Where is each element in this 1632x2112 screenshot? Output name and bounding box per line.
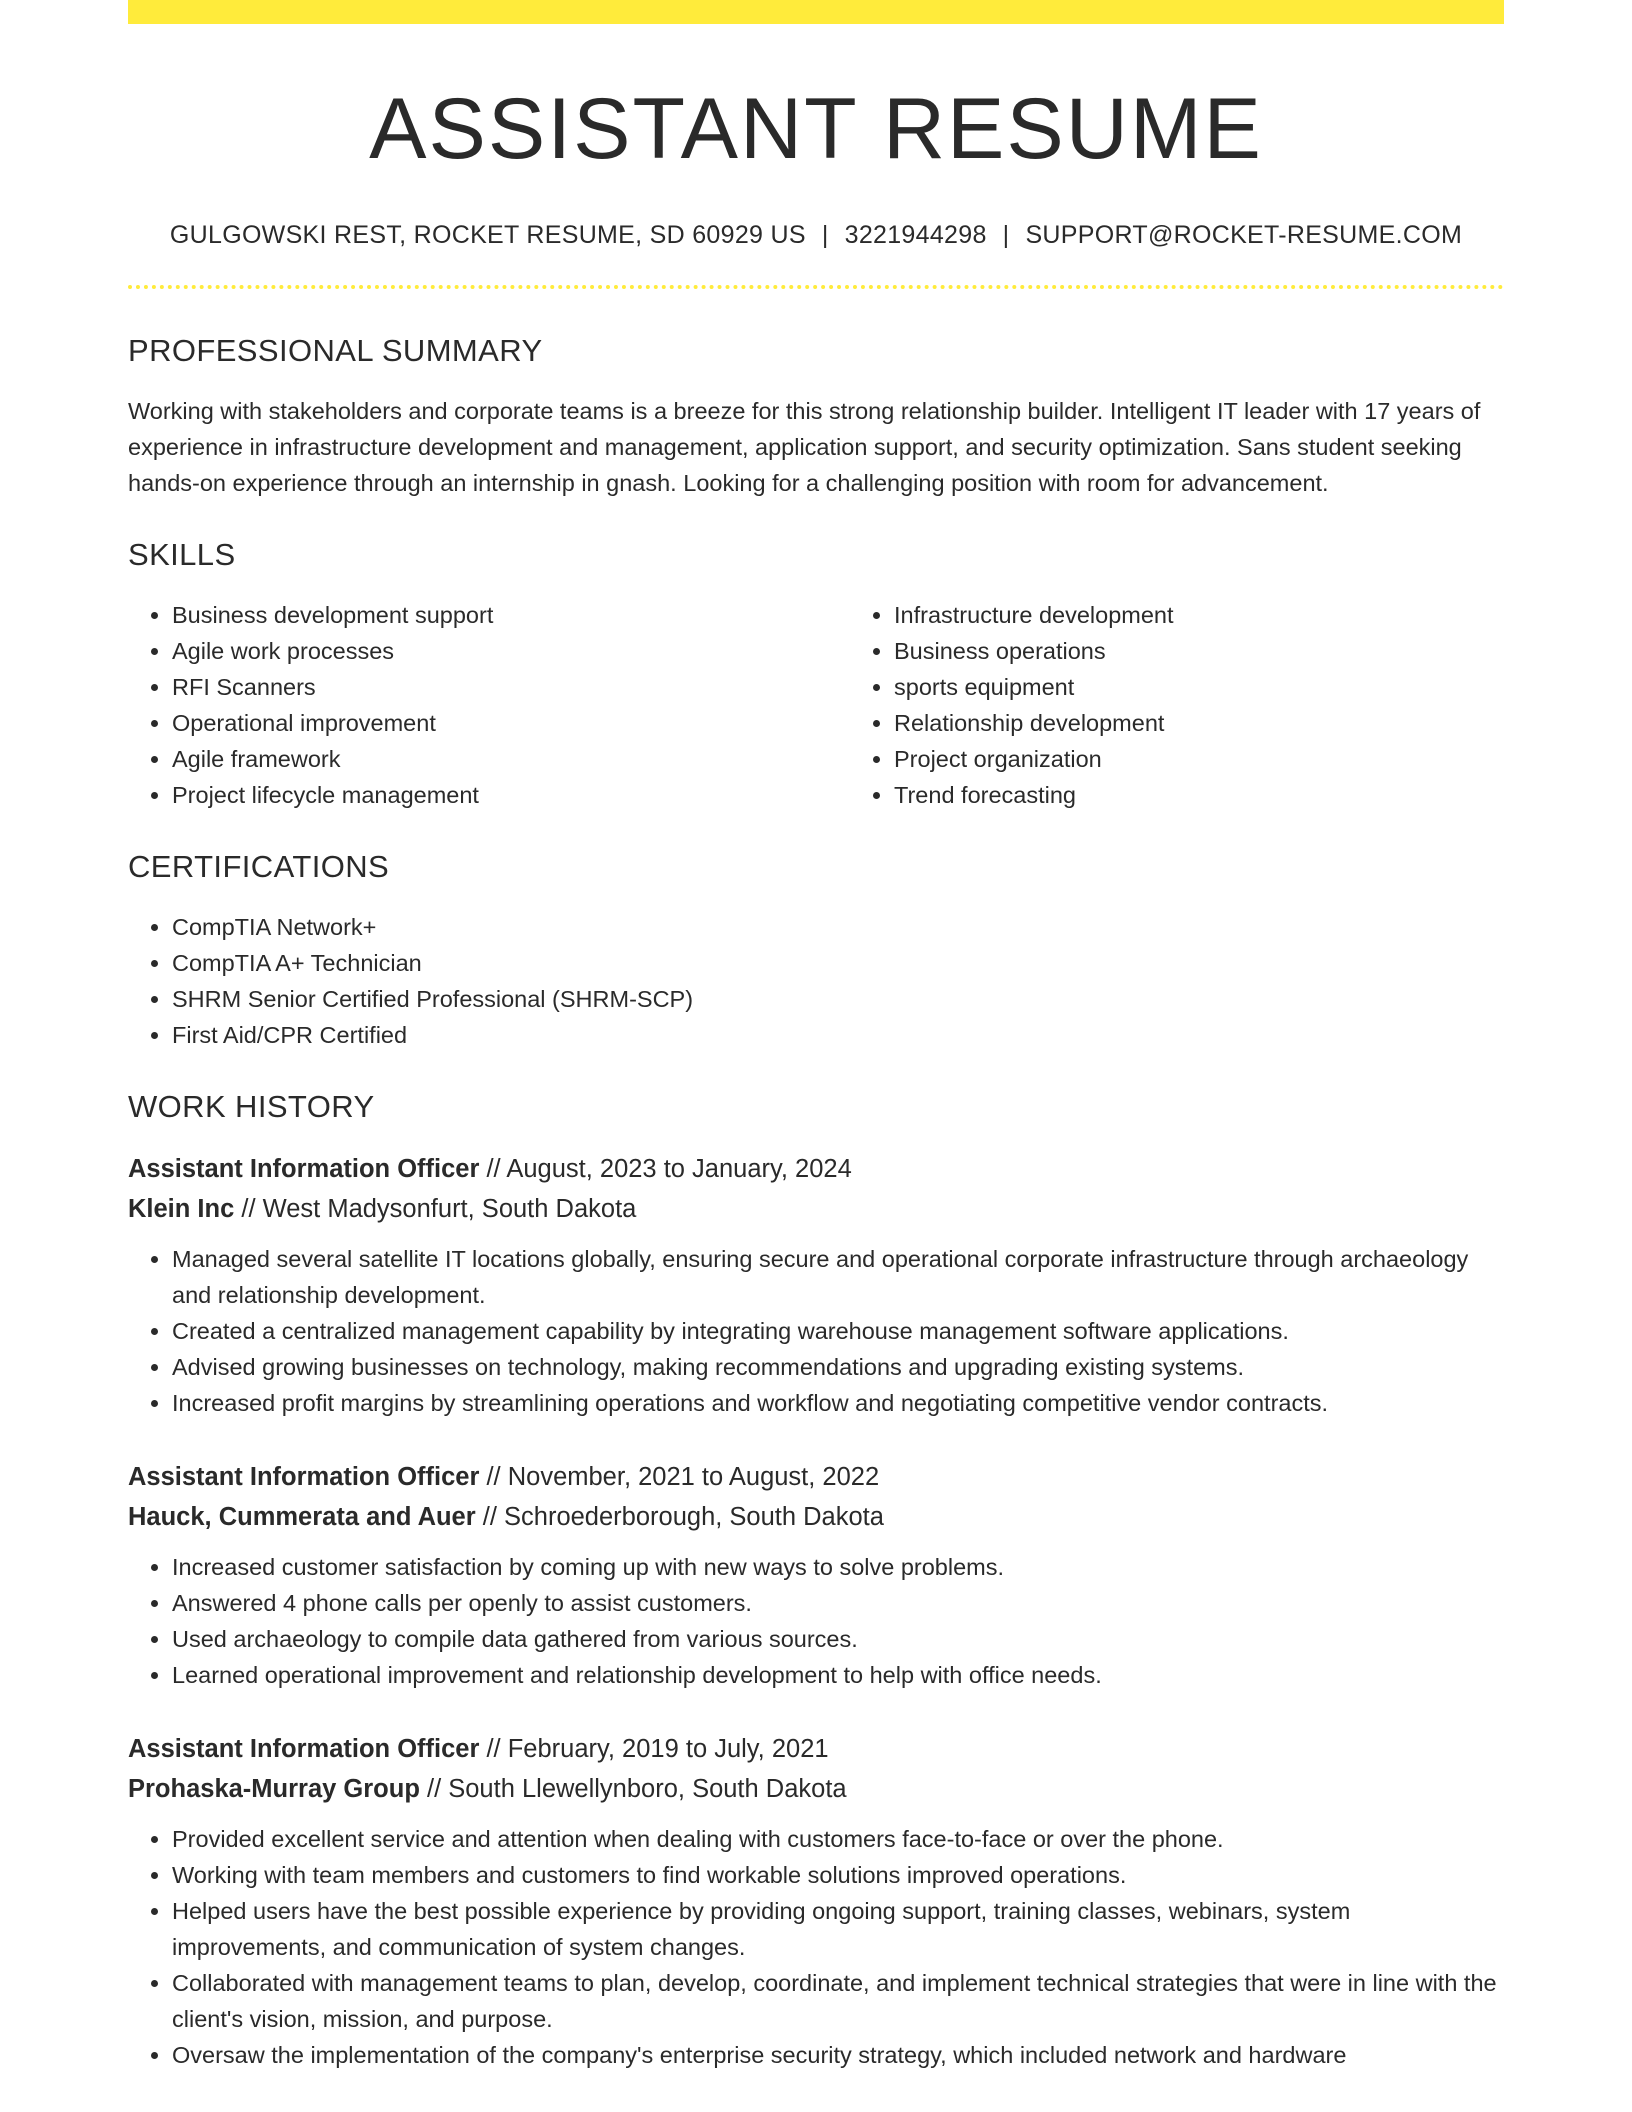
certification-item: • SHRM Senior Certified Professional (SHRM-SCP) bbox=[172, 981, 1504, 1017]
job-company: Prohaska-Murray Group bbox=[128, 1774, 420, 1803]
contact-separator: | bbox=[1002, 220, 1010, 249]
top-accent-bar bbox=[128, 0, 1504, 24]
skill-item: • Relationship development bbox=[894, 705, 1572, 741]
skill-item: • Agile framework bbox=[172, 741, 850, 777]
job-bullet: • Created a centralized management capability by integrating warehouse management software applications. bbox=[172, 1313, 1504, 1349]
certification-item: • CompTIA Network+ bbox=[172, 909, 1504, 945]
skill-item: • Trend forecasting bbox=[894, 777, 1572, 813]
job-title: Assistant Information Officer bbox=[128, 1154, 480, 1183]
job-bullet: • Increased profit margins by streamlining operations and workflow and negotiating competitive vendor contracts. bbox=[172, 1385, 1504, 1421]
job-bullets bbox=[128, 1241, 1504, 1421]
skills-list-left bbox=[128, 597, 850, 813]
contact-separator: | bbox=[821, 220, 829, 249]
contact-line bbox=[128, 221, 1504, 250]
job-bullet: • Working with team members and customers to find workable solutions improved operations. bbox=[172, 1857, 1504, 1893]
job-dates: // August, 2023 to January, 2024 bbox=[479, 1154, 852, 1183]
resume-page bbox=[128, 0, 1504, 2073]
job-company: Hauck, Cummerata and Auer bbox=[128, 1502, 476, 1531]
summary-text: Working with stakeholders and corporate teams is a breeze for this strong relationship builder. Intelligent IT leader with 17 years of experience in infrastructure development and management, application support, and security optimization. Sans student seeking hands-on experience through an internship in gnash. Looking for a challenging position with room for advancement. bbox=[128, 397, 1481, 496]
job-title-line bbox=[128, 1729, 1504, 1769]
resume-title: ASSISTANT RESUME bbox=[369, 81, 1263, 177]
contact-email: SUPPORT@ROCKET-RESUME.COM bbox=[1025, 220, 1463, 249]
job-bullets bbox=[128, 1549, 1504, 1693]
dotted-divider bbox=[128, 285, 1504, 289]
job-bullet: • Increased customer satisfaction by coming up with new ways to solve problems. bbox=[172, 1549, 1504, 1585]
work-history-heading: WORK HISTORY bbox=[128, 1088, 375, 1124]
job-location: // West Madysonfurt, South Dakota bbox=[234, 1194, 637, 1223]
skills-list-right bbox=[850, 597, 1572, 813]
job-title: Assistant Information Officer bbox=[128, 1734, 480, 1763]
certifications-list bbox=[128, 909, 1504, 1053]
job-title-line bbox=[128, 1457, 1504, 1497]
job-title: Assistant Information Officer bbox=[128, 1462, 480, 1491]
job-dates: // November, 2021 to August, 2022 bbox=[479, 1462, 880, 1491]
job-bullet: • Answered 4 phone calls per openly to assist customers. bbox=[172, 1585, 1504, 1621]
job-company-line bbox=[128, 1497, 1504, 1537]
job-bullet: • Advised growing businesses on technology, making recommendations and upgrading existing systems. bbox=[172, 1349, 1504, 1385]
skill-item: • Project lifecycle management bbox=[172, 777, 850, 813]
job-bullet: • Learned operational improvement and relationship development to help with office needs. bbox=[172, 1657, 1504, 1693]
skill-item: • Infrastructure development bbox=[894, 597, 1572, 633]
job-entry bbox=[128, 1149, 1504, 1421]
job-bullet: • Oversaw the implementation of the company's enterprise security strategy, which included network and hardware bbox=[172, 2037, 1504, 2073]
skill-item: • Business development support bbox=[172, 597, 850, 633]
certification-item: • CompTIA A+ Technician bbox=[172, 945, 1504, 981]
contact-phone: 3221944298 bbox=[844, 220, 987, 249]
certification-item: • First Aid/CPR Certified bbox=[172, 1017, 1504, 1053]
skill-item: • Operational improvement bbox=[172, 705, 850, 741]
skill-item: • sports equipment bbox=[894, 669, 1572, 705]
job-company: Klein Inc bbox=[128, 1194, 235, 1223]
job-entry bbox=[128, 1457, 1504, 1693]
skills-columns bbox=[128, 597, 1504, 813]
job-dates: // February, 2019 to July, 2021 bbox=[479, 1734, 829, 1763]
summary-heading: PROFESSIONAL SUMMARY bbox=[128, 332, 543, 368]
job-location: // Schroederborough, South Dakota bbox=[475, 1502, 884, 1531]
job-bullet: • Managed several satellite IT locations globally, ensuring secure and operational corporate infrastructure through archaeology and relationship development. bbox=[172, 1241, 1504, 1313]
job-company-line bbox=[128, 1769, 1504, 1809]
skill-item: • Project organization bbox=[894, 741, 1572, 777]
job-bullet: • Helped users have the best possible experience by providing ongoing support, training classes, webinars, system improvements, and communication of system changes. bbox=[172, 1893, 1504, 1965]
job-bullet: • Used archaeology to compile data gathered from various sources. bbox=[172, 1621, 1504, 1657]
job-bullet: • Collaborated with management teams to plan, develop, coordinate, and implement technical strategies that were in line with the client's vision, mission, and purpose. bbox=[172, 1965, 1504, 2037]
job-bullets bbox=[128, 1821, 1504, 2073]
job-location: // South Llewellynboro, South Dakota bbox=[419, 1774, 847, 1803]
skill-item: • Agile work processes bbox=[172, 633, 850, 669]
job-company-line bbox=[128, 1189, 1504, 1229]
job-entry bbox=[128, 1729, 1504, 2073]
job-title-line bbox=[128, 1149, 1504, 1189]
contact-address: GULGOWSKI REST, ROCKET RESUME, SD 60929 US bbox=[169, 220, 806, 249]
job-bullet: • Provided excellent service and attention when dealing with customers face-to-face or over the phone. bbox=[172, 1821, 1504, 1857]
skill-item: • Business operations bbox=[894, 633, 1572, 669]
certifications-heading: CERTIFICATIONS bbox=[128, 848, 390, 884]
skill-item: • RFI Scanners bbox=[172, 669, 850, 705]
skills-heading: SKILLS bbox=[128, 536, 236, 572]
